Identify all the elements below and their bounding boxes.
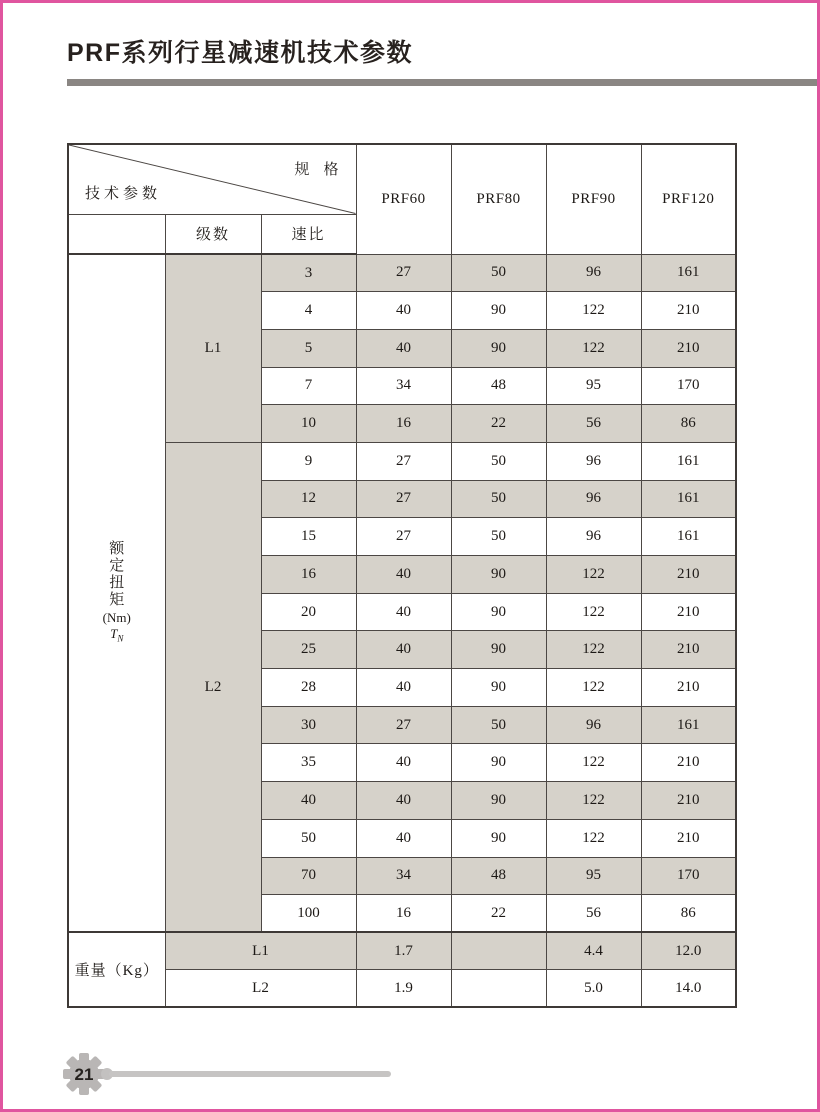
torque-value-cell: 40 [356,744,451,782]
weight-label: 重量（Kg） [68,932,165,1007]
torque-value-cell: 27 [356,254,451,292]
torque-value-cell: 86 [641,895,736,933]
torque-value-cell: 122 [546,292,641,330]
page-number: 21 [74,1065,94,1084]
torque-value-cell: 40 [356,819,451,857]
torque-value-cell: 50 [451,442,546,480]
torque-value-cell: 40 [356,292,451,330]
torque-value-cell: 161 [641,480,736,518]
torque-value-cell: 122 [546,782,641,820]
torque-value-cell: 50 [451,480,546,518]
torque-value-cell: 48 [451,857,546,895]
torque-value-cell: 90 [451,329,546,367]
torque-value-cell: 96 [546,706,641,744]
torque-value-cell: 40 [356,329,451,367]
torque-value-cell: 50 [451,254,546,292]
ratio-cell: 4 [261,292,356,330]
torque-row [68,254,736,292]
torque-symbol: $T_N$ [110,625,124,644]
torque-value-cell: 90 [451,292,546,330]
torque-label-char: 扭 [109,573,125,591]
torque-unit: (Nm) [102,609,131,625]
torque-value-cell: 50 [451,706,546,744]
weight-value: 5.0 [546,970,641,1008]
weight-stage-l1: L1 [165,932,356,970]
torque-value-cell: 210 [641,631,736,669]
torque-value-cell: 34 [356,367,451,405]
footer-rule-line [109,1071,391,1077]
torque-value-cell: 22 [451,895,546,933]
torque-value-cell: 90 [451,593,546,631]
torque-value-cell: 210 [641,744,736,782]
blank-header-cell [68,214,165,254]
torque-value-cell: 122 [546,593,641,631]
torque-label-char: 定 [109,556,125,574]
torque-value-cell: 16 [356,405,451,443]
torque-value-cell: 161 [641,518,736,556]
torque-value-cell: 210 [641,329,736,367]
ratio-cell: 12 [261,480,356,518]
ratio-cell: 100 [261,895,356,933]
ratio-cell: 5 [261,329,356,367]
torque-value-cell: 90 [451,819,546,857]
torque-value-cell: 122 [546,744,641,782]
torque-value-cell: 50 [451,518,546,556]
torque-value-cell: 16 [356,895,451,933]
torque-value-cell: 161 [641,706,736,744]
weight-value: 1.7 [356,932,451,970]
diagonal-label-spec: 规 格 [294,161,344,178]
torque-value-cell: 40 [356,593,451,631]
torque-value-cell: 40 [356,669,451,707]
torque-value-cell: 210 [641,593,736,631]
diagonal-label-param: 技术参数 [85,184,162,202]
weight-stage-l2: L2 [165,970,356,1008]
torque-value-cell: 27 [356,706,451,744]
ratio-cell: 28 [261,669,356,707]
header-row-1 [68,144,736,214]
ratio-cell: 30 [261,706,356,744]
weight-row-l2 [68,970,736,1008]
torque-value-cell: 90 [451,782,546,820]
torque-value-cell: 40 [356,782,451,820]
weight-row-l1 [68,932,736,970]
torque-value-cell: 96 [546,254,641,292]
spec-table [67,143,737,1008]
weight-value: 1.9 [356,970,451,1008]
torque-value-cell: 96 [546,480,641,518]
ratio-cell: 20 [261,593,356,631]
weight-value: 14.0 [641,970,736,1008]
stage-cell-l1: L1 [165,254,261,442]
torque-value-cell: 122 [546,329,641,367]
torque-value-cell: 210 [641,782,736,820]
torque-value-cell: 170 [641,857,736,895]
title-underline-bar [67,79,817,86]
torque-value-cell: 122 [546,819,641,857]
ratio-cell: 15 [261,518,356,556]
ratio-cell: 70 [261,857,356,895]
column-header-prf90: PRF90 [546,144,641,254]
torque-value-cell: 96 [546,518,641,556]
torque-label-char: 额 [109,539,125,557]
ratio-cell: 9 [261,442,356,480]
torque-value-cell: 34 [356,857,451,895]
diagonal-header-cell [68,144,356,214]
weight-value: 4.4 [546,932,641,970]
diagonal-line [69,145,356,214]
ratio-cell: 7 [261,367,356,405]
torque-value-cell: 122 [546,631,641,669]
torque-value-cell: 161 [641,254,736,292]
torque-value-cell: 210 [641,292,736,330]
ratio-cell: 3 [261,254,356,292]
ratio-cell: 35 [261,744,356,782]
page-title: PRF系列行星减速机技术参数 [67,39,414,67]
torque-value-cell: 27 [356,442,451,480]
column-header-prf120: PRF120 [641,144,736,254]
torque-value-cell: 27 [356,480,451,518]
weight-value [451,932,546,970]
column-header-prf60: PRF60 [356,144,451,254]
torque-value-cell: 90 [451,744,546,782]
torque-value-cell: 170 [641,367,736,405]
ratio-cell: 16 [261,556,356,594]
ratio-cell: 25 [261,631,356,669]
ratio-header: 速比 [261,214,356,254]
torque-value-cell: 210 [641,556,736,594]
ratio-cell: 40 [261,782,356,820]
torque-value-cell: 95 [546,857,641,895]
torque-value-cell: 48 [451,367,546,405]
ratio-cell: 10 [261,405,356,443]
torque-value-cell: 161 [641,442,736,480]
torque-value-cell: 96 [546,442,641,480]
torque-value-cell: 122 [546,669,641,707]
torque-value-cell: 40 [356,556,451,594]
torque-value-cell: 90 [451,631,546,669]
torque-value-cell: 56 [546,405,641,443]
torque-value-cell: 86 [641,405,736,443]
torque-value-cell: 27 [356,518,451,556]
weight-value [451,970,546,1008]
torque-value-cell: 56 [546,895,641,933]
torque-value-cell: 95 [546,367,641,405]
torque-value-cell: 210 [641,669,736,707]
torque-value-cell: 210 [641,819,736,857]
torque-value-cell: 90 [451,556,546,594]
torque-value-cell: 90 [451,669,546,707]
torque-value-cell: 40 [356,631,451,669]
stages-header: 级数 [165,214,261,254]
torque-value-cell: 22 [451,405,546,443]
torque-label-char: 矩 [109,590,125,608]
torque-axis-label [68,254,165,932]
column-header-prf80: PRF80 [451,144,546,254]
torque-value-cell: 122 [546,556,641,594]
weight-value: 12.0 [641,932,736,970]
stage-cell-l2: L2 [165,442,261,932]
ratio-cell: 50 [261,819,356,857]
torque-row [68,442,736,480]
